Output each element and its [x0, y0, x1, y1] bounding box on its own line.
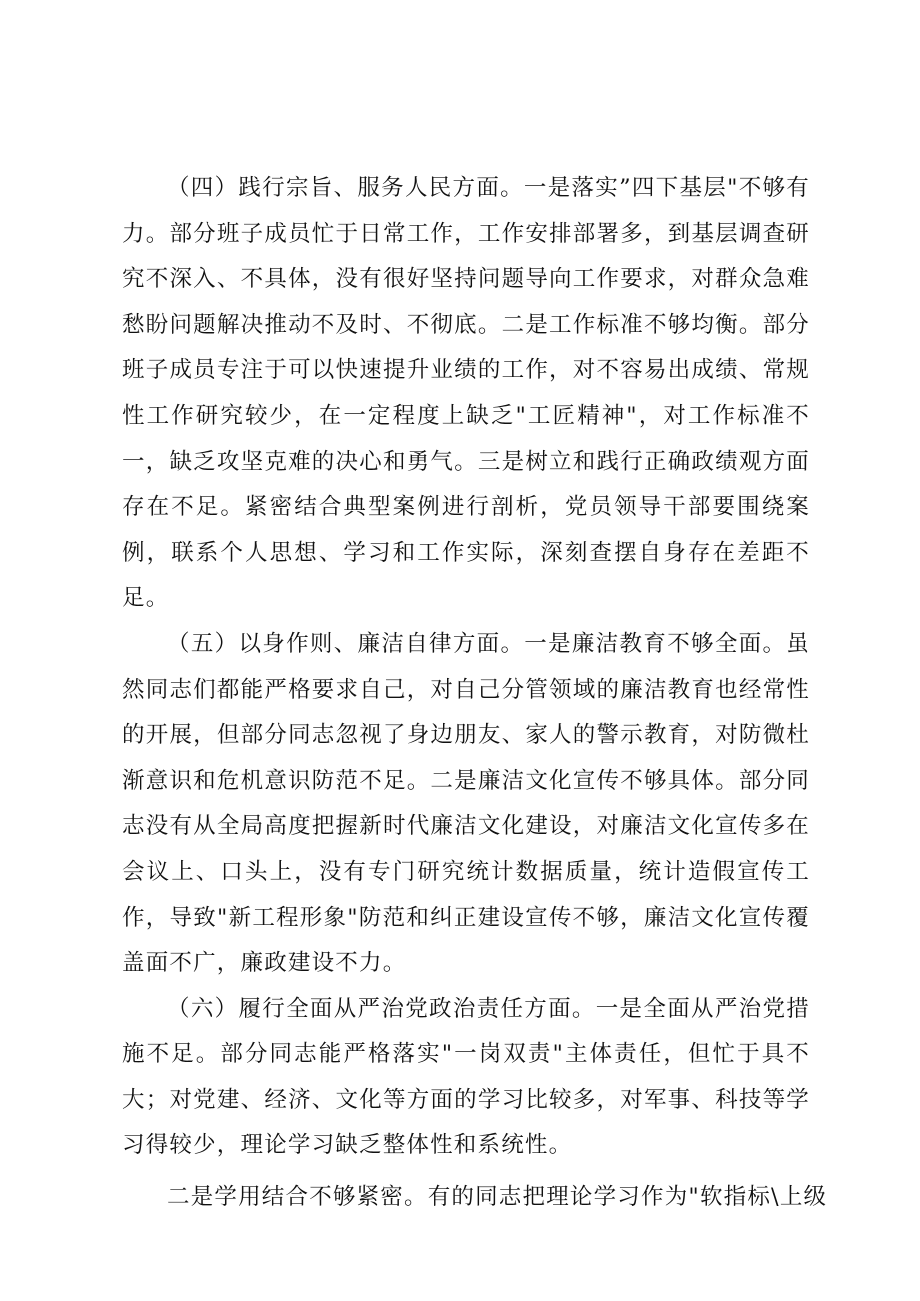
paragraph-study-integration: 二是学用结合不够紧密。有的同志把理论学习作为"软指标\上级	[167, 1184, 828, 1211]
paragraph-section-four: （四）践行宗旨、服务人民方面。一是落实”四下基层"不够有力。部分班子成员忙于日常工作，工作安排部署多，到基层调查研究不深入、不具体，没有很好坚持问题导向工作要求，对群众急难愁盼问题解决推动不及时、不彻底。二是工作标准不够均衡。部分班子成员专注于可以快速提升业绩的工作，对不容易出成绩、常规性工作研究较少，在一定程度上缺乏"工匠精神"，对工作标准不一，缺乏攻坚克难的决心和勇气。三是树立和践行正确政绩观方面存在不足。紧密结合典型案例进行剖析，党员领导干部要围绕案例，联系个人思想、学习和工作实际，深刻查摆自身存在差距不足。	[122, 175, 810, 612]
document-body	[122, 166, 828, 1221]
paragraph-section-five: （五）以身作则、廉洁自律方面。一是廉洁教育不够全面。虽然同志们都能严格要求自己，对自己分管领域的廉洁教育也经常性的开展，但部分同志忽视了身边朋友、家人的警示教育，对防微杜渐意识和危机意识防范不足。二是廉洁文化宣传不够具体。部分同志没有从全局高度把握新时代廉洁文化建设，对廉洁文化宣传多在会议上、口头上，没有专门研究统计数据质量，统计造假宣传工作，导致"新工程形象"防范和纠正建设宣传不够，廉洁文化宣传覆盖面不广，廉政建设不力。	[122, 630, 810, 977]
paragraph-section-six: （六）履行全面从严治党政治责任方面。一是全面从严治党措施不足。部分同志能严格落实"一岗双责"主体责任，但忙于具不大；对党建、经济、文化等方面的学习比较多，对军事、科技等学习得较少，理论学习缺乏整体性和系统性。	[122, 995, 810, 1159]
